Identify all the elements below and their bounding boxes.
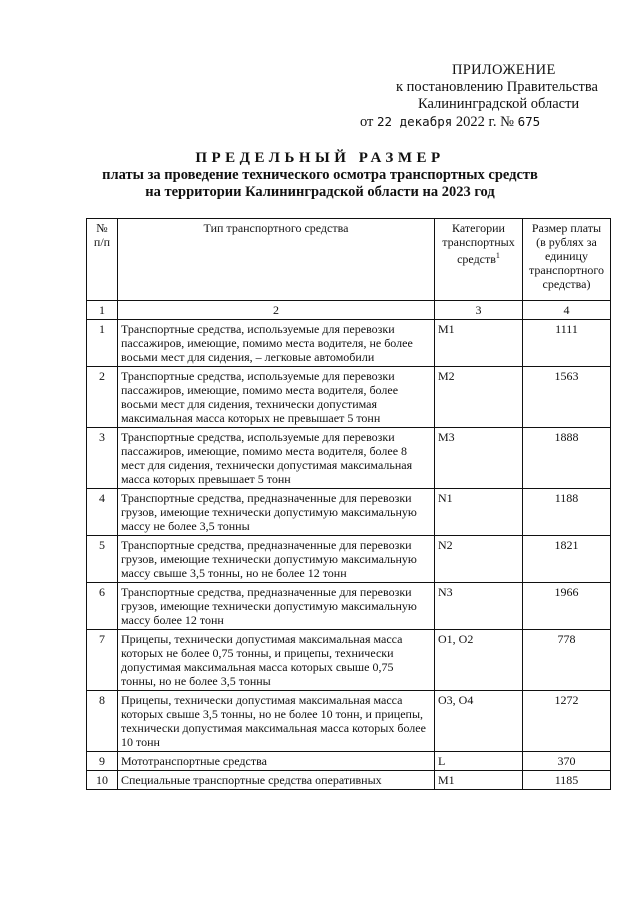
- vehicle-type: Транспортные средства, используемые для перевозки пассажиров, имеющие, помимо места водителя, более 8 мест для сидения, технически допустимая максимальная масса которых превышает 5 тонн: [118, 428, 435, 489]
- vehicle-category: N2: [435, 536, 523, 583]
- vehicle-type: Мототранспортные средства: [118, 752, 435, 771]
- column-index-row: [87, 301, 611, 320]
- column-index: 4: [523, 301, 611, 320]
- column-index: 2: [118, 301, 435, 320]
- vehicle-category: M2: [435, 367, 523, 428]
- table-row: [87, 771, 611, 790]
- column-index: 1: [87, 301, 118, 320]
- vehicle-category: M1: [435, 771, 523, 790]
- appendix-year: 2022 г. №: [455, 114, 514, 130]
- row-number: 10: [87, 771, 118, 790]
- table-row: [87, 752, 611, 771]
- appendix-date: 22 декабря: [377, 114, 453, 129]
- fee-amount: 1563: [523, 367, 611, 428]
- row-number: 2: [87, 367, 118, 428]
- appendix-date-line: [360, 113, 600, 131]
- fee-amount: 370: [523, 752, 611, 771]
- appendix-label: ПРИЛОЖЕНИЕ: [452, 62, 556, 78]
- table-row: [87, 630, 611, 691]
- table-row: [87, 583, 611, 630]
- vehicle-type: Транспортные средства, предназначенные для перевозки грузов, имеющие технически допустимую максимальную массу не более 3,5 тонны: [118, 489, 435, 536]
- table-header-row: [87, 219, 611, 301]
- fee-amount: 1272: [523, 691, 611, 752]
- vehicle-category: N1: [435, 489, 523, 536]
- vehicle-type: Специальные транспортные средства оперативных: [118, 771, 435, 790]
- row-number: 9: [87, 752, 118, 771]
- vehicle-category: L: [435, 752, 523, 771]
- vehicle-category: N3: [435, 583, 523, 630]
- header-vehicle-type: Тип транспортного средства: [118, 219, 435, 301]
- vehicle-type: Транспортные средства, предназначенные для перевозки грузов, имеющие технически допустимую максимальную массу свыше 3,5 тонны, но не более 12 тонн: [118, 536, 435, 583]
- vehicle-type: Прицепы, технически допустимая максимальная масса которых свыше 3,5 тонны, но не более 10 тонн, и прицепы, технически допустимая максимальная масса которых более 10 тонн: [118, 691, 435, 752]
- fee-table: [86, 218, 611, 790]
- header-number: № п/п: [87, 219, 118, 301]
- row-number: 7: [87, 630, 118, 691]
- row-number: 6: [87, 583, 118, 630]
- title-line-1: ПРЕДЕЛЬНЫЙ РАЗМЕР: [195, 150, 445, 166]
- table-row: [87, 691, 611, 752]
- fee-amount: 1888: [523, 428, 611, 489]
- appendix-date-prefix: от: [360, 114, 374, 130]
- row-number: 1: [87, 320, 118, 367]
- vehicle-type: Транспортные средства, используемые для перевозки пассажиров, имеющие, помимо места водителя, не более восьми мест для сидения, – легковые автомобили: [118, 320, 435, 367]
- vehicle-category: M1: [435, 320, 523, 367]
- title-line-3: на территории Калининградской области на 2023 год: [145, 184, 495, 200]
- vehicle-category: O1, O2: [435, 630, 523, 691]
- vehicle-category: O3, O4: [435, 691, 523, 752]
- fee-amount: 1188: [523, 489, 611, 536]
- appendix-resolution: к постановлению Правительства: [396, 79, 598, 95]
- table-row: [87, 428, 611, 489]
- table-row: [87, 489, 611, 536]
- header-price: Размер платы (в рублях за единицу транспортного средства): [523, 219, 611, 301]
- fee-amount: 778: [523, 630, 611, 691]
- row-number: 8: [87, 691, 118, 752]
- vehicle-type: Прицепы, технически допустимая максимальная масса которых не более 0,75 тонны, и прицепы, технически допустимая максимальная масса которых свыше 0,75 тонны, но не более 3,5 тонны: [118, 630, 435, 691]
- header-category-footnote: 1: [495, 251, 500, 260]
- header-category-label: Категории транспортных средств: [442, 221, 515, 266]
- fee-amount: 1821: [523, 536, 611, 583]
- fee-amount: 1111: [523, 320, 611, 367]
- row-number: 5: [87, 536, 118, 583]
- column-index: 3: [435, 301, 523, 320]
- appendix-number: 675: [517, 114, 541, 129]
- row-number: 4: [87, 489, 118, 536]
- row-number: 3: [87, 428, 118, 489]
- header-category: [435, 219, 523, 301]
- table-row: [87, 320, 611, 367]
- vehicle-type: Транспортные средства, предназначенные для перевозки грузов, имеющие технически допустимую максимальную массу более 12 тонн: [118, 583, 435, 630]
- appendix-header: [350, 62, 600, 131]
- fee-amount: 1185: [523, 771, 611, 790]
- vehicle-category: M3: [435, 428, 523, 489]
- appendix-region: Калининградской области: [418, 96, 580, 112]
- table-row: [87, 367, 611, 428]
- vehicle-type: Транспортные средства, используемые для перевозки пассажиров, имеющие, помимо места водителя, более восьми мест для сидения, технически допустимая максимальная масса которых не превышает 5 тонн: [118, 367, 435, 428]
- table-row: [87, 536, 611, 583]
- fee-amount: 1966: [523, 583, 611, 630]
- title-line-2: платы за проведение технического осмотра транспортных средств: [102, 167, 538, 183]
- document-title: [90, 150, 550, 201]
